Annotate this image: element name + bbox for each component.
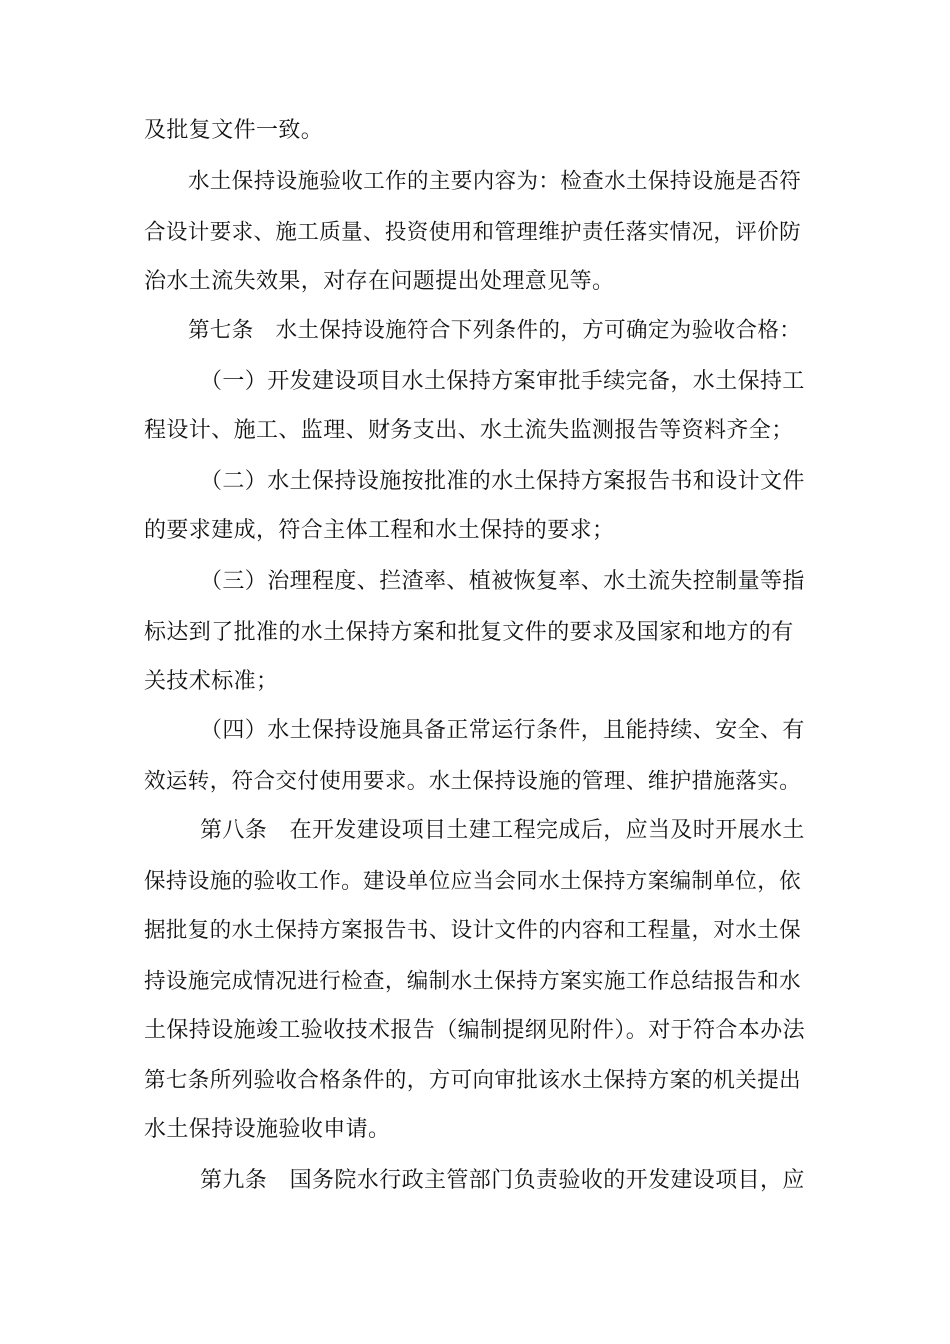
text-line: 及批复文件一致。 <box>144 118 324 143</box>
text-line: 保持设施的验收工作。建设单位应当会同水土保持方案编制单位，依 <box>144 869 802 894</box>
text-line: （一）开发建设项目水土保持方案审批手续完备，水土保持工 <box>200 369 805 394</box>
text-line: 第八条 在开发建设项目土建工程完成后，应当及时开展水土 <box>200 818 805 843</box>
text-line: 治水土流失效果，对存在问题提出处理意见等。 <box>144 269 615 294</box>
text-line: 标达到了批准的水土保持方案和批复文件的要求及国家和地方的有 <box>144 620 794 645</box>
text-line: 据批复的水土保持方案报告书、设计文件的内容和工程量，对水土保 <box>144 918 802 943</box>
text-line: 第七条 水土保持设施符合下列条件的，方可确定为验收合格： <box>188 318 802 343</box>
text-line: 水土保持设施验收申请。 <box>144 1117 391 1142</box>
text-line: 土保持设施竣工验收技术报告（编制提纲见附件）。对于符合本办法 <box>144 1018 806 1043</box>
text-line: 关技术标准； <box>144 669 279 694</box>
text-line: 合设计要求、施工质量、投资使用和管理维护责任落实情况，评价防 <box>144 220 802 245</box>
text-line: 的要求建成，符合主体工程和水土保持的要求； <box>144 518 615 543</box>
text-line: （二）水土保持设施按批准的水土保持方案报告书和设计文件 <box>200 469 805 494</box>
text-line: （四）水土保持设施具备正常运行条件，且能持续、安全、有 <box>200 718 805 743</box>
text-line: 效运转，符合交付使用要求。水土保持设施的管理、维护措施落实。 <box>144 769 802 794</box>
text-line: 持设施完成情况进行检查，编制水土保持方案实施工作总结报告和水 <box>144 969 802 994</box>
text-line: 第九条 国务院水行政主管部门负责验收的开发建设项目，应 <box>200 1168 805 1193</box>
text-line: （三）治理程度、拦渣率、植被恢复率、水土流失控制量等指 <box>200 569 805 594</box>
text-line: 水土保持设施验收工作的主要内容为：检查水土保持设施是否符 <box>188 169 802 194</box>
text-line: 程设计、施工、监理、财务支出、水土流失监测报告等资料齐全； <box>144 418 794 443</box>
text-line: 第七条所列验收合格条件的，方可向审批该水土保持方案的机关提出 <box>144 1068 802 1093</box>
